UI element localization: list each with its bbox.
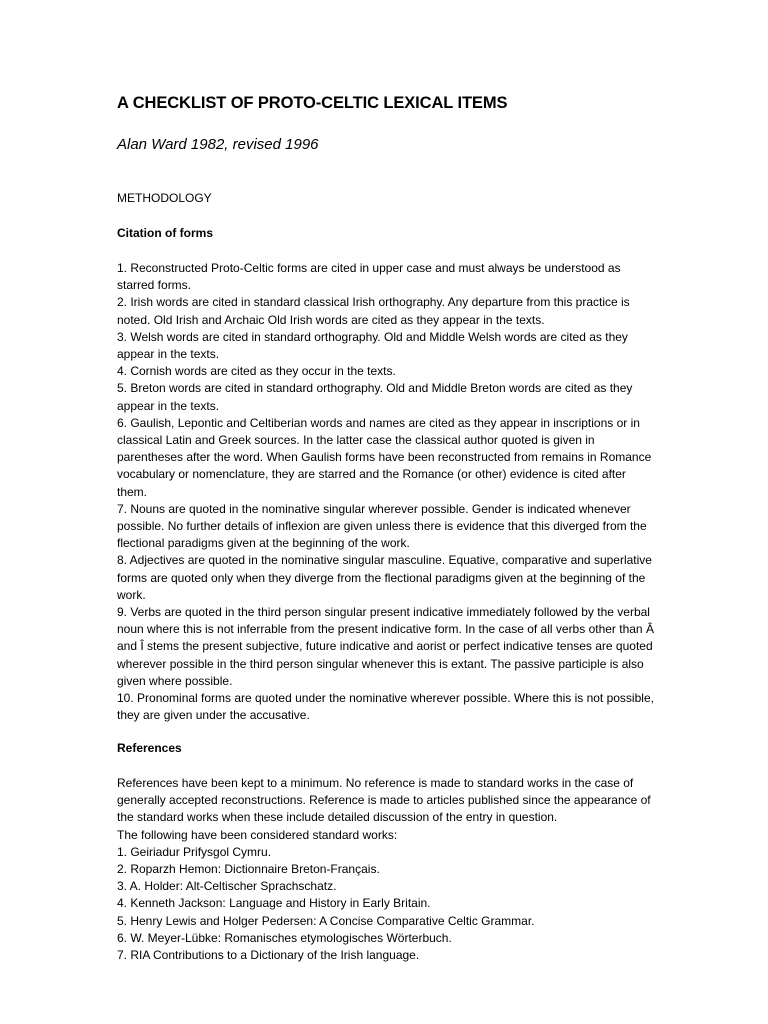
list-item: 4. Kenneth Jackson: Language and History in Early Britain. [117,896,431,911]
list-item: 7. Nouns are quoted in the nominative singular wherever possible. Gender is indicated whenever possible. No further details of inflexion are given unless there is evidence that this diverged from the flectional paradigms given at the beginning of the work. [117,501,647,551]
list-item: 1. Geiriadur Prifysgol Cymru. [117,844,272,859]
list-item: 5. Breton words are cited in standard orthography. Old and Middle Breton words are cited as they appear in the texts. [117,381,633,413]
list-item: 1. Reconstructed Proto-Celtic forms are cited in upper case and must always be understood as starred forms. [117,261,621,293]
document-title: A CHECKLIST OF PROTO-CELTIC LEXICAL ITEMS [117,94,508,112]
references-heading: References [117,741,182,755]
list-item: 3. A. Holder: Alt-Celtischer Sprachschatz. [117,879,337,894]
citation-heading: Citation of forms [117,226,213,240]
author-line: Alan Ward 1982, revised 1996 [117,136,319,153]
section-label: METHODOLOGY [117,191,212,205]
references-intro: References have been kept to a minimum. No reference is made to standard works in the case of generally accepted reconstructions. Reference is made to articles published since the appearance of the standard works when these include detailed discussion of the entry in question. [117,776,651,825]
references-body [117,775,657,964]
list-item: 7. RIA Contributions to a Dictionary of the Irish language. [117,948,420,963]
list-item: 5. Henry Lewis and Holger Pedersen: A Concise Comparative Celtic Grammar. [117,913,535,928]
references-lead: The following have been considered standard works: [117,827,398,842]
list-item: 9. Verbs are quoted in the third person singular present indicative immediately followed by the verbal noun where this is not inferrable from the present indicative form. In the case of all verbs other than Â and Î stems the present subjective, future indicative and aorist or perfect indicative tenses are quoted wherever possible in the third person singular whenever this is extant. The passive participle is also given where possible. [117,605,654,688]
list-item: 8. Adjectives are quoted in the nominative singular masculine. Equative, comparative and superlative forms are quoted only when they diverge from the flectional paradigms given at the beginning of the work. [117,553,652,602]
list-item: 6. Gaulish, Lepontic and Celtiberian words and names are cited as they appear in inscriptions or in classical Latin and Greek sources. In the latter case the classical author quoted is given in parentheses after the word. When Gaulish forms have been reconstructed from remains in Romance vocabulary or nomenclature, they are starred and the Romance (or other) evidence is cited after them. [117,415,652,499]
list-item: 2. Roparzh Hemon: Dictionnaire Breton-Français. [117,862,380,877]
list-item: 10. Pronominal forms are quoted under the nominative wherever possible. Where this is not possible, they are given under the accusative. [117,691,654,723]
list-item: 4. Cornish words are cited as they occur in the texts. [117,364,396,379]
list-item: 3. Welsh words are cited in standard orthography. Old and Middle Welsh words are cited as they appear in the texts. [117,329,628,362]
citation-list [117,260,657,724]
list-item: 6. W. Meyer-Lübke: Romanisches etymologisches Wörterbuch. [117,930,452,945]
list-item: 2. Irish words are cited in standard classical Irish orthography. Any departure from this practice is noted. Old Irish and Archaic Old Irish words are cited as they appear in the texts. [117,295,630,327]
